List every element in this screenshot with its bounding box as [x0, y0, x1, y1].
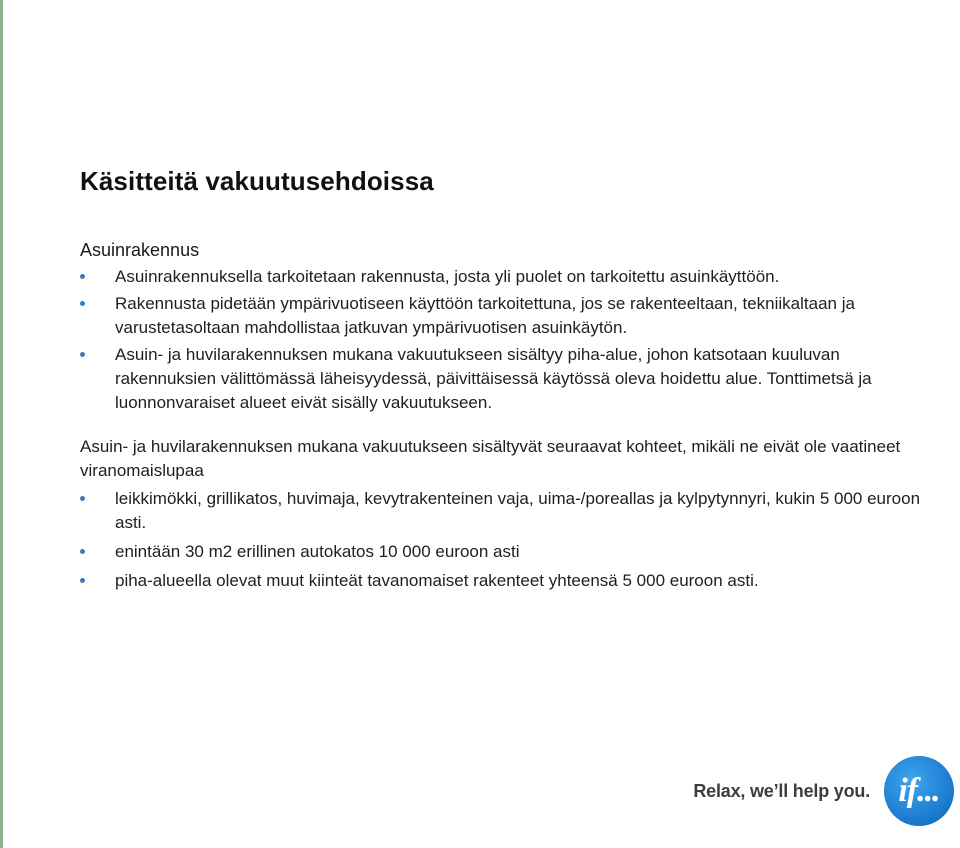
section2-bullet-list [80, 487, 940, 593]
if-logo-icon [884, 756, 954, 826]
section2-intro: Asuin- ja huvilarakennuksen mukana vakuutukseen sisältyvät seuraavat kohteet, mikäli ne eivät ole vaatineet viranomaislupaa [80, 437, 901, 480]
footer-brand [693, 756, 954, 826]
page-title: Käsitteitä vakuutusehdoissa [80, 166, 434, 196]
list-item [80, 569, 940, 593]
list-item-text: Asuinrakennuksella tarkoitetaan rakennusta, josta yli puolet on tarkoitettu asuinkäyttöön. [115, 267, 780, 286]
list-item-text: Asuin- ja huvilarakennuksen mukana vakuutukseen sisältyy piha-alue, johon katsotaan kuuluvan rakennuksien välittömässä läheisyydessä, päivittäisessä käytössä oleva hoidettu alue. Tonttimetsä ja luonnonvaraiset alueet eivät sisälly vakuutukseen. [115, 345, 872, 412]
list-item [80, 540, 940, 564]
list-item [80, 487, 940, 535]
bullet-dot-icon [80, 496, 85, 501]
list-item-text: leikkimökki, grillikatos, huvimaja, kevytrakenteinen vaja, uima-/poreallas ja kylpytynnyri, kukin 5 000 euroon asti. [115, 489, 921, 532]
bullet-dot-icon [80, 274, 85, 279]
left-border-rule [0, 0, 3, 848]
bullet-dot-icon [80, 352, 85, 357]
bullet-dot-icon [80, 301, 85, 306]
list-item [80, 292, 940, 340]
brand-tagline: Relax, we’ll help you. [693, 780, 870, 801]
main-content [80, 240, 940, 598]
section1-bullet-list [80, 265, 940, 415]
list-item-text: piha-alueella olevat muut kiinteät tavanomaiset rakenteet yhteensä 5 000 euroon asti. [115, 571, 759, 590]
bullet-dot-icon [80, 578, 85, 583]
list-item [80, 343, 940, 415]
list-item-text: enintään 30 m2 erillinen autokatos 10 000 euroon asti [115, 542, 520, 561]
list-item [80, 265, 940, 289]
logo-text: if... [898, 772, 940, 809]
section-heading-asuinrakennus: Asuinrakennus [80, 240, 200, 260]
bullet-dot-icon [80, 549, 85, 554]
list-item-text: Rakennusta pidetään ympärivuotiseen käyttöön tarkoitettuna, jos se rakenteeltaan, tekniikaltaan ja varustetasoltaan mahdollistaa jatkuvan ympärivuotisen asuinkäytön. [115, 294, 855, 337]
